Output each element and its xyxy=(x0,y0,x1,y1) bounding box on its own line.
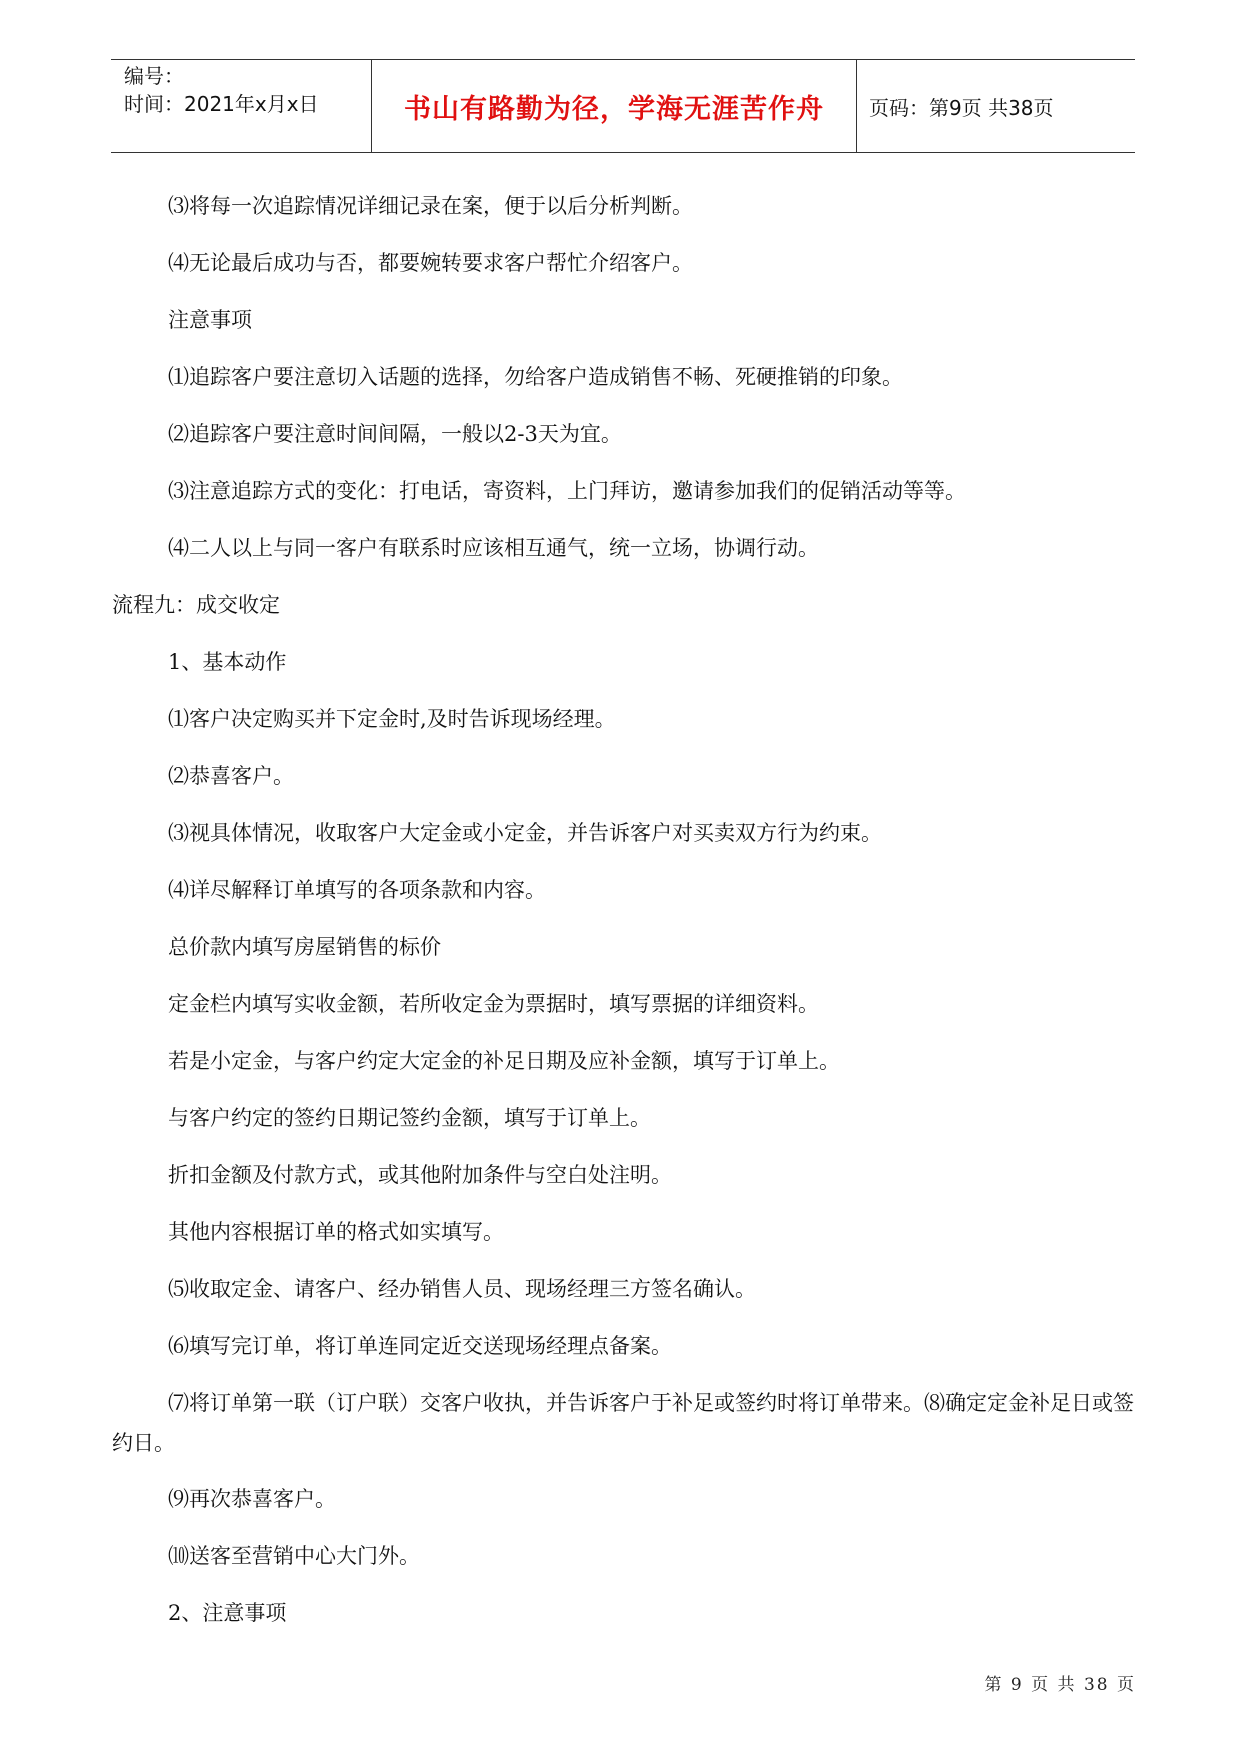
paragraph: ⑶将每一次追踪情况详细记录在案，便于以后分析判断。 xyxy=(168,194,693,218)
paragraph: 其他内容根据订单的格式如实填写。 xyxy=(168,1220,504,1244)
date-line: 时间：2021年x月x日 xyxy=(124,92,319,116)
section-heading: 1、基本动作 xyxy=(168,650,287,674)
paragraph: ⑷详尽解释订单填写的各项条款和内容。 xyxy=(168,878,546,902)
paragraph: 折扣金额及付款方式，或其他附加条件与空白处注明。 xyxy=(168,1163,672,1187)
paragraph: ⑸收取定金、请客户、经办销售人员、现场经理三方签名确认。 xyxy=(168,1277,756,1301)
paragraph: 与客户约定的签约日期记签约金额，填写于订单上。 xyxy=(168,1106,651,1130)
paragraph: 定金栏内填写实收金额，若所收定金为票据时，填写票据的详细资料。 xyxy=(168,992,819,1016)
paragraph: 若是小定金，与客户约定大定金的补足日期及应补金额，填写于订单上。 xyxy=(168,1049,840,1073)
paragraph: ⑼再次恭喜客户。 xyxy=(168,1487,336,1511)
paragraph: ⑽送客至营销中心大门外。 xyxy=(168,1544,420,1568)
paragraph: ⑴客户决定购买并下定金时,及时告诉现场经理。 xyxy=(168,707,616,731)
header-page-info: 页码：第9页 共38页 xyxy=(869,95,1054,120)
paragraph: ⑵追踪客户要注意时间间隔，一般以2-3天为宜。 xyxy=(168,422,622,446)
page-header xyxy=(111,59,1135,153)
paragraph: ⑶注意追踪方式的变化：打电话，寄资料，上门拜访，邀请参加我们的促销活动等等。 xyxy=(168,479,966,503)
document-body xyxy=(112,178,1136,1642)
section-heading: 注意事项 xyxy=(168,308,252,332)
section-heading: 2、注意事项 xyxy=(168,1601,287,1625)
header-meta xyxy=(111,60,372,152)
paragraph: ⑴追踪客户要注意切入话题的选择，勿给客户造成销售不畅、死硬推销的印象。 xyxy=(168,365,903,389)
paragraph: 总价款内填写房屋销售的标价 xyxy=(168,935,441,959)
code-label: 编号： xyxy=(124,64,184,88)
paragraph: ⑺将订单第一联（订户联）交客户收执，并告诉客户于补足或签约时将订单带来。⑻确定定金补足日或签约日。 xyxy=(112,1391,1134,1455)
header-motto: 书山有路勤为径，学海无涯苦作舟 xyxy=(372,60,857,152)
paragraph: ⑷无论最后成功与否，都要婉转要求客户帮忙介绍客户。 xyxy=(168,251,693,275)
section-title: 流程九：成交收定 xyxy=(112,593,280,617)
paragraph: ⑵恭喜客户。 xyxy=(168,764,294,788)
paragraph: ⑹填写完订单，将订单连同定近交送现场经理点备案。 xyxy=(168,1334,672,1358)
paragraph: ⑷二人以上与同一客户有联系时应该相互通气，统一立场，协调行动。 xyxy=(168,536,819,560)
page-footer: 第 9 页 共 38 页 xyxy=(984,1675,1136,1695)
paragraph: ⑶视具体情况，收取客户大定金或小定金，并告诉客户对买卖双方行为约束。 xyxy=(168,821,882,845)
